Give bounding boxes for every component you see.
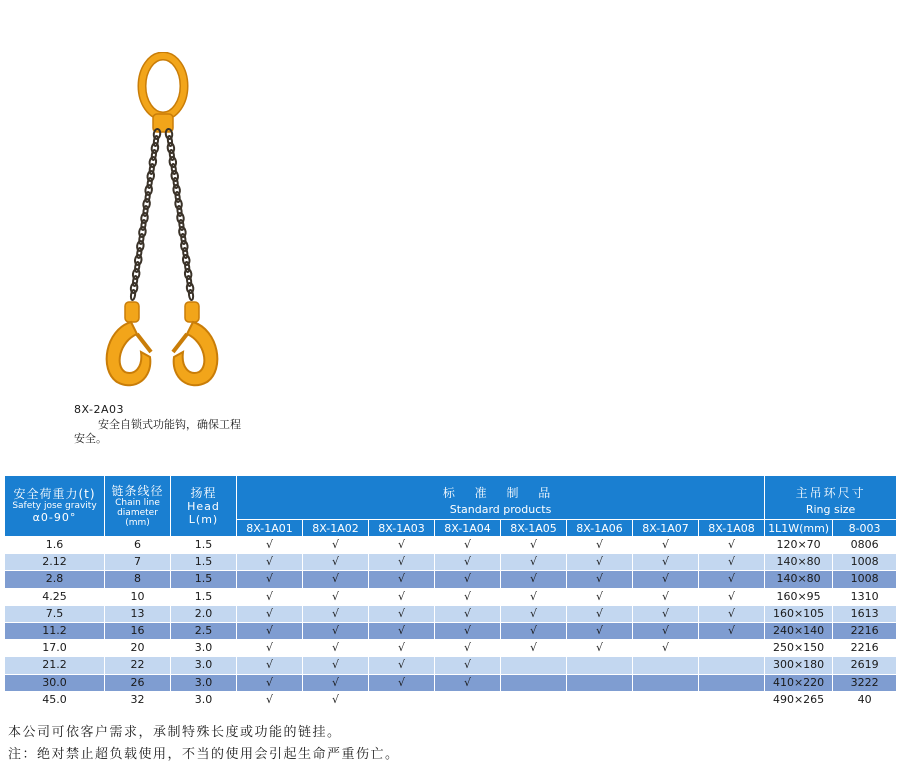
cell-ring-size: 250×150 <box>765 640 833 657</box>
check-mark: √ <box>567 605 633 622</box>
cell-head: 1.5 <box>171 588 237 605</box>
check-mark: √ <box>567 622 633 639</box>
check-mark: √ <box>699 588 765 605</box>
model-header: 8X-1A04 <box>435 520 501 537</box>
cell-empty <box>633 691 699 708</box>
chain-left <box>130 129 161 301</box>
check-mark: √ <box>567 537 633 554</box>
note-warning: 注：绝对禁止超负载使用，不当的使用会引起生命严重伤亡。 <box>8 747 400 762</box>
model-header: 8X-1A06 <box>567 520 633 537</box>
check-mark: √ <box>633 537 699 554</box>
check-mark: √ <box>237 674 303 691</box>
cell-empty <box>567 674 633 691</box>
table-row <box>5 657 897 674</box>
check-mark: √ <box>369 674 435 691</box>
check-mark: √ <box>303 657 369 674</box>
cell-load: 7.5 <box>5 605 105 622</box>
model-description: 安全自锁式功能钩，确保工程安全。 <box>74 418 241 445</box>
cell-empty <box>699 640 765 657</box>
cell-chain: 7 <box>105 554 171 571</box>
check-mark: √ <box>435 571 501 588</box>
table-row <box>5 605 897 622</box>
cell-ring-size: 300×180 <box>765 657 833 674</box>
cell-chain: 16 <box>105 622 171 639</box>
check-mark: √ <box>237 571 303 588</box>
check-mark: √ <box>633 571 699 588</box>
cell-ring-code: 3222 <box>833 674 897 691</box>
check-mark: √ <box>501 605 567 622</box>
note-custom: 本公司可依客户需求，承制特殊长度或功能的链挂。 <box>8 725 342 740</box>
cell-ring-code: 2216 <box>833 622 897 639</box>
cell-empty <box>369 691 435 708</box>
table-row <box>5 554 897 571</box>
cell-head: 3.0 <box>171 657 237 674</box>
check-mark: √ <box>435 640 501 657</box>
check-mark: √ <box>303 622 369 639</box>
cell-head: 1.5 <box>171 554 237 571</box>
cell-load: 30.0 <box>5 674 105 691</box>
model-header: 8X-1A02 <box>303 520 369 537</box>
check-mark: √ <box>633 622 699 639</box>
cell-empty <box>501 674 567 691</box>
check-mark: √ <box>303 691 369 708</box>
cell-load: 2.8 <box>5 571 105 588</box>
check-mark: √ <box>369 571 435 588</box>
cell-head: 3.0 <box>171 640 237 657</box>
cell-chain: 26 <box>105 674 171 691</box>
header-head: 扬程 Head L(m) <box>171 476 237 537</box>
cell-head: 1.5 <box>171 571 237 588</box>
model-header: 8X-1A05 <box>501 520 567 537</box>
check-mark: √ <box>699 622 765 639</box>
cell-empty <box>699 674 765 691</box>
check-mark: √ <box>699 554 765 571</box>
cell-empty <box>567 691 633 708</box>
header-load: 安全荷重力(t) Safety jose gravity α0-90° <box>5 476 105 537</box>
cell-chain: 10 <box>105 588 171 605</box>
cell-load: 45.0 <box>5 691 105 708</box>
check-mark: √ <box>237 605 303 622</box>
hook-left-icon <box>107 302 151 385</box>
check-mark: √ <box>435 622 501 639</box>
cell-head: 3.0 <box>171 674 237 691</box>
check-mark: √ <box>237 640 303 657</box>
check-mark: √ <box>237 588 303 605</box>
cell-head: 1.5 <box>171 537 237 554</box>
model-header: 8X-1A08 <box>699 520 765 537</box>
cell-ring-size: 160×105 <box>765 605 833 622</box>
cell-empty <box>699 657 765 674</box>
cell-empty <box>633 657 699 674</box>
cell-empty <box>435 691 501 708</box>
cell-ring-code: 1008 <box>833 571 897 588</box>
table-row <box>5 640 897 657</box>
cell-ring-size: 490×265 <box>765 691 833 708</box>
check-mark: √ <box>633 640 699 657</box>
cell-load: 17.0 <box>5 640 105 657</box>
check-mark: √ <box>237 622 303 639</box>
check-mark: √ <box>369 657 435 674</box>
check-mark: √ <box>303 571 369 588</box>
check-mark: √ <box>567 640 633 657</box>
cell-ring-code: 1310 <box>833 588 897 605</box>
check-mark: √ <box>369 622 435 639</box>
check-mark: √ <box>633 554 699 571</box>
check-mark: √ <box>567 571 633 588</box>
check-mark: √ <box>303 554 369 571</box>
cell-chain: 6 <box>105 537 171 554</box>
check-mark: √ <box>633 588 699 605</box>
check-mark: √ <box>369 554 435 571</box>
check-mark: √ <box>303 537 369 554</box>
table-row <box>5 691 897 708</box>
cell-load: 4.25 <box>5 588 105 605</box>
ring-dimension-header: 1L1W(mm) <box>765 520 833 537</box>
check-mark: √ <box>435 605 501 622</box>
check-mark: √ <box>369 537 435 554</box>
cell-ring-code: 40 <box>833 691 897 708</box>
check-mark: √ <box>237 691 303 708</box>
cell-ring-size: 140×80 <box>765 554 833 571</box>
cell-ring-size: 160×95 <box>765 588 833 605</box>
check-mark: √ <box>699 571 765 588</box>
table-row <box>5 674 897 691</box>
cell-load: 21.2 <box>5 657 105 674</box>
cell-chain: 22 <box>105 657 171 674</box>
model-header: 8X-1A03 <box>369 520 435 537</box>
header-chain-diameter: 链条线径 Chain line diameter (mm) <box>105 476 171 537</box>
cell-ring-code: 1008 <box>833 554 897 571</box>
hook-right-icon <box>173 302 217 385</box>
check-mark: √ <box>435 588 501 605</box>
cell-chain: 32 <box>105 691 171 708</box>
table-row <box>5 537 897 554</box>
check-mark: √ <box>501 537 567 554</box>
table-row <box>5 588 897 605</box>
cell-load: 1.6 <box>5 537 105 554</box>
cell-ring-size: 410×220 <box>765 674 833 691</box>
table-row <box>5 571 897 588</box>
cell-empty <box>567 657 633 674</box>
cell-load: 11.2 <box>5 622 105 639</box>
check-mark: √ <box>501 588 567 605</box>
header-standard-products: 标 准 制 品 Standard products <box>237 476 765 520</box>
cell-empty <box>699 691 765 708</box>
check-mark: √ <box>369 640 435 657</box>
cell-head: 2.0 <box>171 605 237 622</box>
cell-chain: 8 <box>105 571 171 588</box>
check-mark: √ <box>435 657 501 674</box>
check-mark: √ <box>435 674 501 691</box>
cell-empty <box>633 674 699 691</box>
chain-right <box>165 129 194 301</box>
check-mark: √ <box>633 605 699 622</box>
cell-head: 2.5 <box>171 622 237 639</box>
check-mark: √ <box>567 588 633 605</box>
header-ring-size: 主吊环尺寸 Ring size <box>765 476 897 520</box>
check-mark: √ <box>501 571 567 588</box>
check-mark: √ <box>237 657 303 674</box>
table-row <box>5 622 897 639</box>
check-mark: √ <box>369 588 435 605</box>
check-mark: √ <box>435 537 501 554</box>
cell-empty <box>501 657 567 674</box>
check-mark: √ <box>501 640 567 657</box>
model-header: 8X-1A07 <box>633 520 699 537</box>
cell-chain: 20 <box>105 640 171 657</box>
check-mark: √ <box>501 554 567 571</box>
cell-ring-size: 140×80 <box>765 571 833 588</box>
spec-table <box>4 475 897 709</box>
check-mark: √ <box>303 640 369 657</box>
check-mark: √ <box>435 554 501 571</box>
cell-chain: 13 <box>105 605 171 622</box>
cell-empty <box>501 691 567 708</box>
cell-ring-size: 120×70 <box>765 537 833 554</box>
check-mark: √ <box>303 605 369 622</box>
cell-ring-size: 240×140 <box>765 622 833 639</box>
check-mark: √ <box>567 554 633 571</box>
ring-code-header: 8-003 <box>833 520 897 537</box>
check-mark: √ <box>303 588 369 605</box>
check-mark: √ <box>699 605 765 622</box>
check-mark: √ <box>699 537 765 554</box>
cell-ring-code: 0806 <box>833 537 897 554</box>
cell-head: 3.0 <box>171 691 237 708</box>
model-code: 8X-2A03 <box>74 403 124 416</box>
check-mark: √ <box>303 674 369 691</box>
chain-sling-illustration <box>95 52 245 397</box>
check-mark: √ <box>501 622 567 639</box>
check-mark: √ <box>369 605 435 622</box>
check-mark: √ <box>237 537 303 554</box>
model-header: 8X-1A01 <box>237 520 303 537</box>
check-mark: √ <box>237 554 303 571</box>
cell-ring-code: 2216 <box>833 640 897 657</box>
cell-ring-code: 2619 <box>833 657 897 674</box>
cell-load: 2.12 <box>5 554 105 571</box>
cell-ring-code: 1613 <box>833 605 897 622</box>
